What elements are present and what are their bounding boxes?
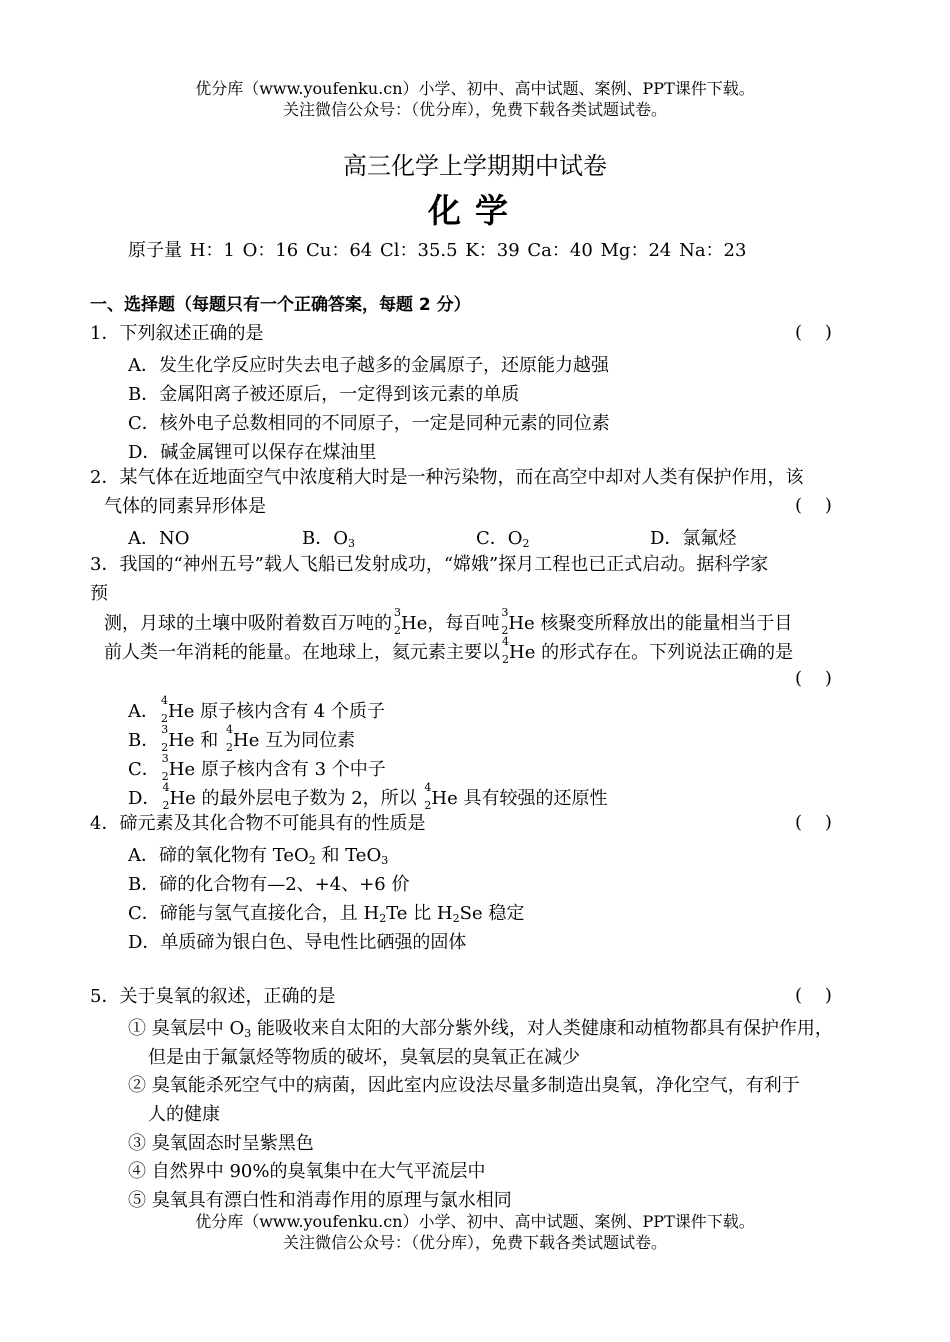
q3-stem-line-1: 3．我国的“神州五号”载人飞船已发射成功，“嫦娥”探月工程也已正式启动。据科学家	[90, 554, 769, 575]
q3-option-a: A． 4 2 He 原子核内含有 4 个质子	[128, 694, 385, 725]
q5-item-4: ④ 自然界中 90%的臭氧集中在大气平流层中	[128, 1161, 486, 1182]
q5-stem: 5．关于臭氧的叙述，正确的是	[90, 986, 336, 1007]
q4-stem: 4．碲元素及其化合物不可能具有的性质是	[90, 813, 426, 834]
q3-stem-line-2: 测，月球的土壤中吸附着数百万吨的 3 2 He，每百吨 3 2 He 核聚变所释放出的能量相当于目	[104, 606, 793, 637]
isotope-he4: 4 2	[502, 635, 509, 666]
isotope-he4: 4 2	[162, 781, 170, 812]
isotope-he4: 4 2	[226, 723, 234, 754]
q5-item-1: ① 臭氧层中 $O_3$ 能吸收来自太阳的大部分紫外线，对人类健康和动植物都具有保护作用，	[128, 1018, 833, 1040]
isotope-he4: 4 2	[161, 694, 168, 725]
isotope-he3: 3 2	[161, 752, 169, 783]
isotope-he4: 4 2	[424, 781, 432, 812]
q5-item-2-cont: 人的健康	[148, 1104, 220, 1125]
q3-stem-line-3: 前人类一年消耗的能量。在地球上，氦元素主要以 4 2 He 的形式存在。下列说法正确的是	[104, 635, 794, 666]
isotope-he3: 3 2	[161, 723, 169, 754]
q4-option-a: A．碲的氧化物有 TeO$_2$ 和 TeO$_3$	[128, 845, 389, 867]
subject-title: 化学	[428, 191, 522, 230]
atomic-masses: 原子量 H：1 O：16 Cu：64 Cl：35.5 K：39 Ca：40 Mg：24 Na：23	[128, 240, 747, 261]
q1-option-c: C．核外电子总数相同的不同原子，一定是同种元素的同位素	[128, 413, 610, 434]
isotope-he3: 3 2	[394, 606, 401, 637]
exam-title: 高三化学上学期期中试卷	[343, 152, 607, 180]
q4-option-b: B．碲的化合物有—2、+4、+6 价	[128, 874, 410, 895]
q4-option-c: C．碲能与氢气直接化合，且 $H_2Te$ 比 $H_2Se$ 稳定	[128, 903, 525, 925]
q4-answer-paren: ( )	[795, 812, 832, 833]
q2-stem-line-2: 气体的同素异形体是	[104, 496, 266, 517]
isotope-he3: 3 2	[501, 606, 509, 637]
q1-option-b: B．金属阳离子被还原后，一定得到该元素的单质	[128, 384, 520, 405]
q2-option-a: A．NO	[128, 528, 190, 549]
q4-option-d: D．单质碲为银白色、导电性比硒强的固体	[128, 932, 467, 953]
q3-option-d: D． 4 2 He 的最外层电子数为 2，所以 4 2 He 具有较强的还原性	[128, 781, 608, 812]
header-line-2: 关注微信公众号：（优分库），免费下载各类试题试卷。	[282, 100, 667, 119]
q5-item-2: ② 臭氧能杀死空气中的病菌，因此室内应设法尽量多制造出臭氧，净化空气，有利于	[128, 1075, 800, 1096]
q5-item-3: ③ 臭氧固态时呈紫黑色	[128, 1133, 314, 1154]
q2-answer-paren: ( )	[795, 495, 832, 516]
q1-option-a: A．发生化学反应时失去电子越多的金属原子，还原能力越强	[128, 355, 609, 376]
q5-item-1-cont: 但是由于氟氯烃等物质的破坏，臭氧层的臭氧正在减少	[148, 1047, 580, 1068]
q1-stem: 1．下列叙述正确的是	[90, 323, 264, 344]
q2-option-b: B．$O_3$	[302, 528, 355, 550]
q5-item-5: ⑤ 臭氧具有漂白性和消毒作用的原理与氯水相同	[128, 1190, 512, 1211]
q1-option-d: D．碱金属锂可以保存在煤油里	[128, 442, 377, 463]
q3-option-b: B． 3 2 He 和 4 2 He 互为同位素	[128, 723, 356, 754]
q3-option-c: C． 3 2 He 原子核内含有 3 个中子	[128, 752, 386, 783]
section-heading: 一、选择题（每题只有一个正确答案，每题 2 分）	[90, 295, 471, 315]
q3-stem-line-1b: 预	[90, 583, 108, 604]
q3-answer-paren: ( )	[795, 668, 832, 689]
footer-line-2: 关注微信公众号：（优分库），免费下载各类试题试卷。	[282, 1233, 667, 1252]
q1-answer-paren: ( )	[795, 322, 832, 343]
q2-stem-line-1: 2．某气体在近地面空气中浓度稍大时是一种污染物，而在高空中却对人类有保护作用，该	[90, 467, 804, 488]
q5-answer-paren: ( )	[795, 985, 832, 1006]
q2-option-c: C．$O_2$	[476, 528, 530, 550]
header-line-1: 优分库（www.youfenku.cn）小学、初中、高中试题、案例、PPT课件下载。	[195, 79, 755, 98]
q2-option-d: D．氯氟烃	[650, 528, 737, 549]
footer-line-1: 优分库（www.youfenku.cn）小学、初中、高中试题、案例、PPT课件下载。	[195, 1212, 755, 1231]
